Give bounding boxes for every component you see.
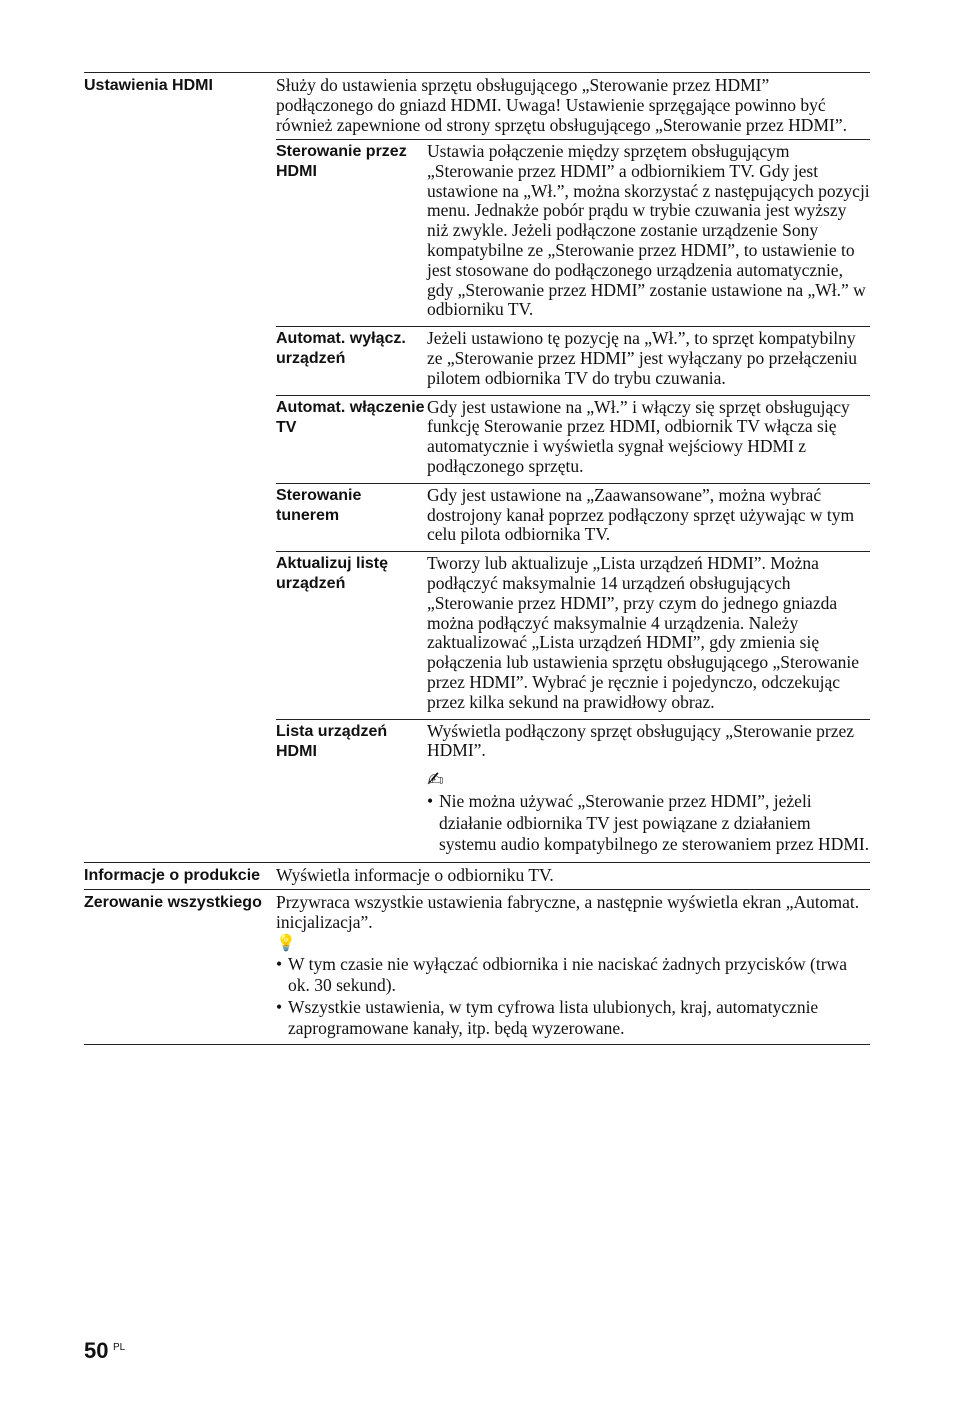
subrow-hdmi-device-list — [276, 719, 870, 862]
row-description: Wyświetla informacje o odbiorniku TV. — [276, 864, 554, 885]
note-pencil-icon: ✍ — [427, 767, 444, 792]
subrow-text: Ustawia połączenie między sprzętem obsługującym „Sterowanie przez HDMI” a odbiornikiem TV. Gdy jest ustawione na „Wł.”, można skorzystać z następujących pozycji menu. Jednakże pobór prądu w trybie czuwania jest wyższy niż zwykle. Jeżeli podłączone zostanie urządzenie Sony kompatybilne ze „Sterowanie przez HDMI”, to ustawienie to jest stosowane do podłączonego urządzenia automatycznie, gdy „Sterowanie przez HDMI” zostanie ustawione na „Wł.” w odbiorniku TV. — [427, 141, 870, 320]
tip-item: • W tym czasie nie wyłączać odbiornika i nie naciskać żadnych przycisków (trwa ok. 30 sekund). — [276, 953, 847, 996]
bullet: • — [276, 996, 283, 1017]
row-product-info — [84, 862, 870, 889]
page-number: 50 — [84, 1338, 109, 1363]
subrow-label: Lista urządzeń HDMI — [276, 722, 388, 760]
row-description: Przywraca wszystkie ustawienia fabryczne, a następnie wyświetla ekran „Automat. inicjalizacja”. — [276, 891, 860, 932]
row-description: Służy do ustawienia sprzętu obsługującego „Sterowanie przez HDMI” podłączonego do gniazd HDMI. Uwaga! Ustawienie sprzęgające powinno być również zapewnione od strony sprzętu obsługującego „Sterowanie przez HDMI”. — [276, 75, 847, 135]
subrow-label: Automat. włączenie TV — [276, 398, 425, 436]
subrow-body — [427, 720, 870, 862]
subrow-text: Gdy jest ustawione na „Wł.” i włączy się sprzęt obsługujący funkcję Sterowanie przez HDMI, odbiornik TV włącza się automatycznie i wyświetla sygnał wejściowy HDMI z podłączonego sprzętu. — [427, 396, 850, 476]
note-list — [427, 791, 870, 856]
subrow-update-device-list — [276, 551, 870, 718]
subrow-auto-tv-on — [276, 395, 870, 483]
note-item: • Nie można używać „Sterowanie przez HDMI”, jeżeli działanie odbiornika TV jest powiązane z działaniem systemu audio kompatybilnego ze sterowaniem przez HDMI. — [427, 791, 870, 855]
row-label: Ustawienia HDMI — [84, 77, 213, 94]
subrow-label: Automat. wyłącz. urządzeń — [276, 330, 406, 368]
subrow-tuner-control — [276, 483, 870, 551]
tip-lightbulb-icon: 💡 — [276, 932, 296, 952]
bullet: • — [276, 953, 283, 974]
row-body — [276, 890, 870, 1044]
row-label: Zerowanie wszystkiego — [84, 893, 262, 911]
tip-item: • Wszystkie ustawienia, w tym cyfrowa lista ulubionych, kraj, automatycznie zaprogramowane kanały, itp. będą wyzerowane. — [276, 996, 819, 1039]
tip-list — [276, 954, 870, 1044]
subrow-text: Wyświetla podłączony sprzęt obsługujący „Sterowanie przez HDMI”. — [427, 720, 855, 761]
subrow-hdmi-control — [276, 139, 870, 326]
row-body — [276, 863, 870, 889]
subrow-label: Sterowanie tunerem — [276, 486, 362, 524]
settings-table — [84, 72, 870, 1045]
subrow-auto-devices-off — [276, 326, 870, 394]
row-body — [276, 73, 870, 862]
row-hdmi-settings — [84, 72, 870, 862]
page-language: PL — [113, 1342, 126, 1353]
subrow-text: Tworzy lub aktualizuje „Lista urządzeń HDMI”. Można podłączyć maksymalnie 14 urządzeń obsługujących „Sterowanie przez HDMI”, przy czym do jednego gniazda można podłączyć maksymalnie 4 urządzenia. Należy zaktualizować „Lista urządzeń HDMI”, gdy zmienia się połączenia lub ustawienia sprzętu obsługującego „Sterowanie przez HDMI”. Wybrać je ręcznie i pojedynczo, odczekując przez kilka sekund na prawidłowy obraz. — [427, 553, 859, 712]
row-label: Informacje o produkcie — [84, 866, 261, 884]
subrow-label: Aktualizuj listę urządzeń — [276, 555, 389, 593]
row-reset-all — [84, 889, 870, 1045]
subrow-text: Jeżeli ustawiono tę pozycję na „Wł.”, to sprzęt kompatybilny ze „Sterowanie przez HDMI” jest wyłączany po przełączeniu pilotem odbiornika TV do trybu czuwania. — [427, 328, 857, 388]
subrow-text: Gdy jest ustawione na „Zaawansowane”, można wybrać dostrojony kanał poprzez podłączony sprzęt używając w tym celu pilota odbiornika TV. — [427, 484, 855, 545]
subrow-label: Sterowanie przez HDMI — [276, 143, 407, 180]
bullet: • — [427, 791, 434, 812]
